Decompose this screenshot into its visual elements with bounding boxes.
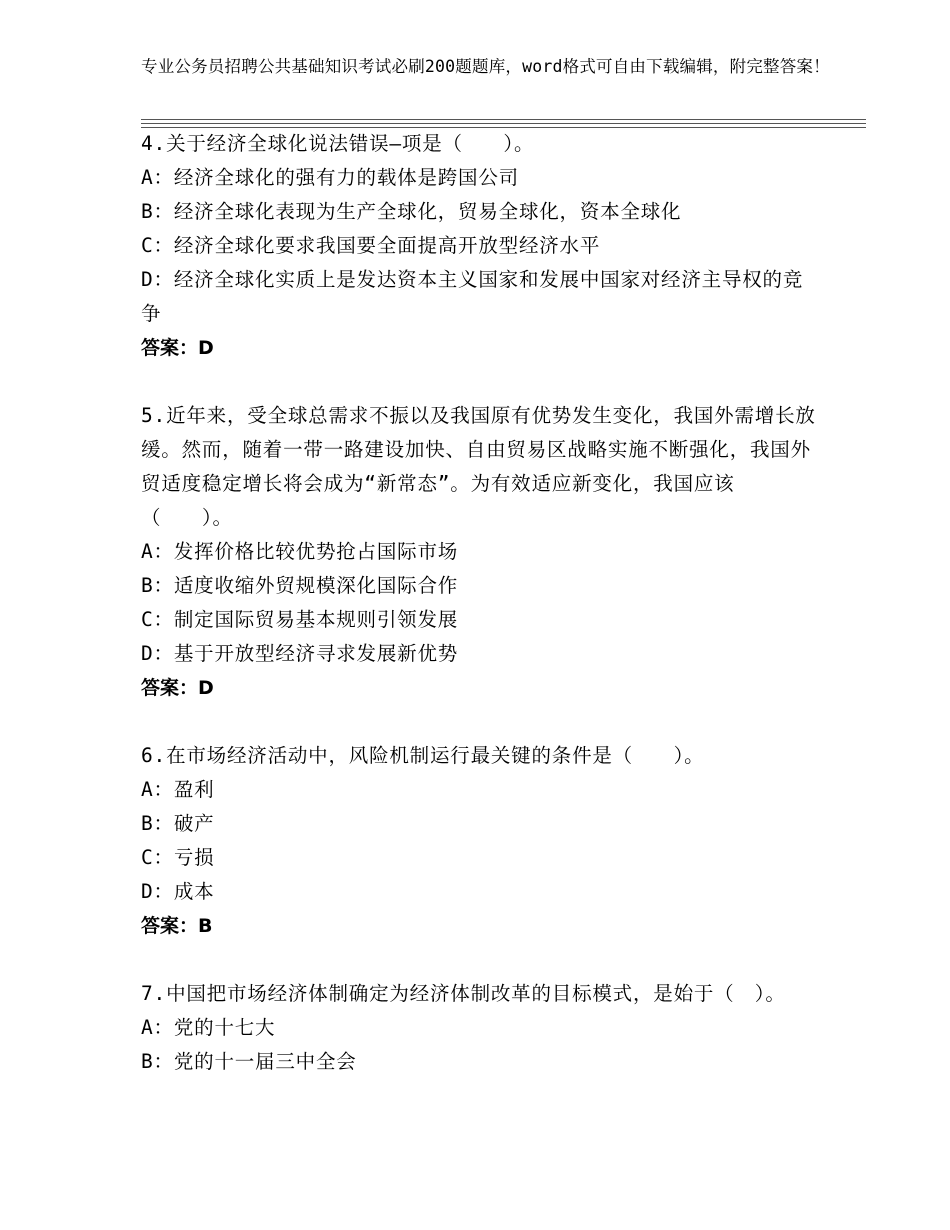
header-divider-top [141, 119, 866, 120]
question-5 [141, 399, 821, 705]
page-header: 专业公务员招聘公共基础知识考试必刷200题题库，word格式可自由下载编辑，附完整答案！ [141, 57, 830, 76]
option-c: C：亏损 [141, 846, 215, 869]
answer: 答案：D [141, 677, 214, 699]
question-list [141, 127, 821, 1079]
option-b: B：适度收缩外贸规模深化国际合作 [141, 574, 459, 597]
spacer [141, 365, 821, 399]
option-b: B：经济全球化表现为生产全球化，贸易全球化，资本全球化 [141, 200, 682, 223]
question-7 [141, 977, 821, 1079]
option-a: A：发挥价格比较优势抢占国际市场 [141, 540, 459, 563]
header-divider-middle [141, 123, 866, 124]
option-b: B：党的十一届三中全会 [141, 1050, 357, 1073]
option-d: D：基于开放型经济寻求发展新优势 [141, 642, 459, 665]
spacer [141, 943, 821, 977]
option-a: A：盈利 [141, 778, 215, 801]
spacer [141, 705, 821, 739]
option-b: B：破产 [141, 812, 215, 835]
answer: 答案：D [141, 337, 214, 359]
option-a: A：党的十七大 [141, 1016, 276, 1039]
option-d: D：经济全球化实质上是发达资本主义国家和发展中国家对经济主导权的竞争 [141, 268, 804, 325]
question-stem: 4.关于经济全球化说法错误—项是（ ）。 [141, 132, 535, 155]
question-stem: 7.中国把市场经济体制确定为经济体制改革的目标模式，是始于（ ）。 [141, 982, 786, 1005]
option-c: C：经济全球化要求我国要全面提高开放型经济水平 [141, 234, 601, 257]
question-4 [141, 127, 821, 365]
option-d: D：成本 [141, 880, 215, 903]
question-6 [141, 739, 821, 943]
answer: 答案：B [141, 915, 213, 937]
question-stem: 5.近年来，受全球总需求不振以及我国原有优势发生变化，我国外需增长放缓。然而，随着一带一路建设加快、自由贸易区战略实施不断强化，我国外贸适度稳定增长将会成为“新常态”。为有效适应新变化，我国应该（ ）。 [141, 404, 816, 529]
question-stem: 6.在市场经济活动中，风险机制运行最关键的条件是（ ）。 [141, 744, 705, 767]
option-c: C：制定国际贸易基本规则引领发展 [141, 608, 459, 631]
option-a: A：经济全球化的强有力的载体是跨国公司 [141, 166, 519, 189]
